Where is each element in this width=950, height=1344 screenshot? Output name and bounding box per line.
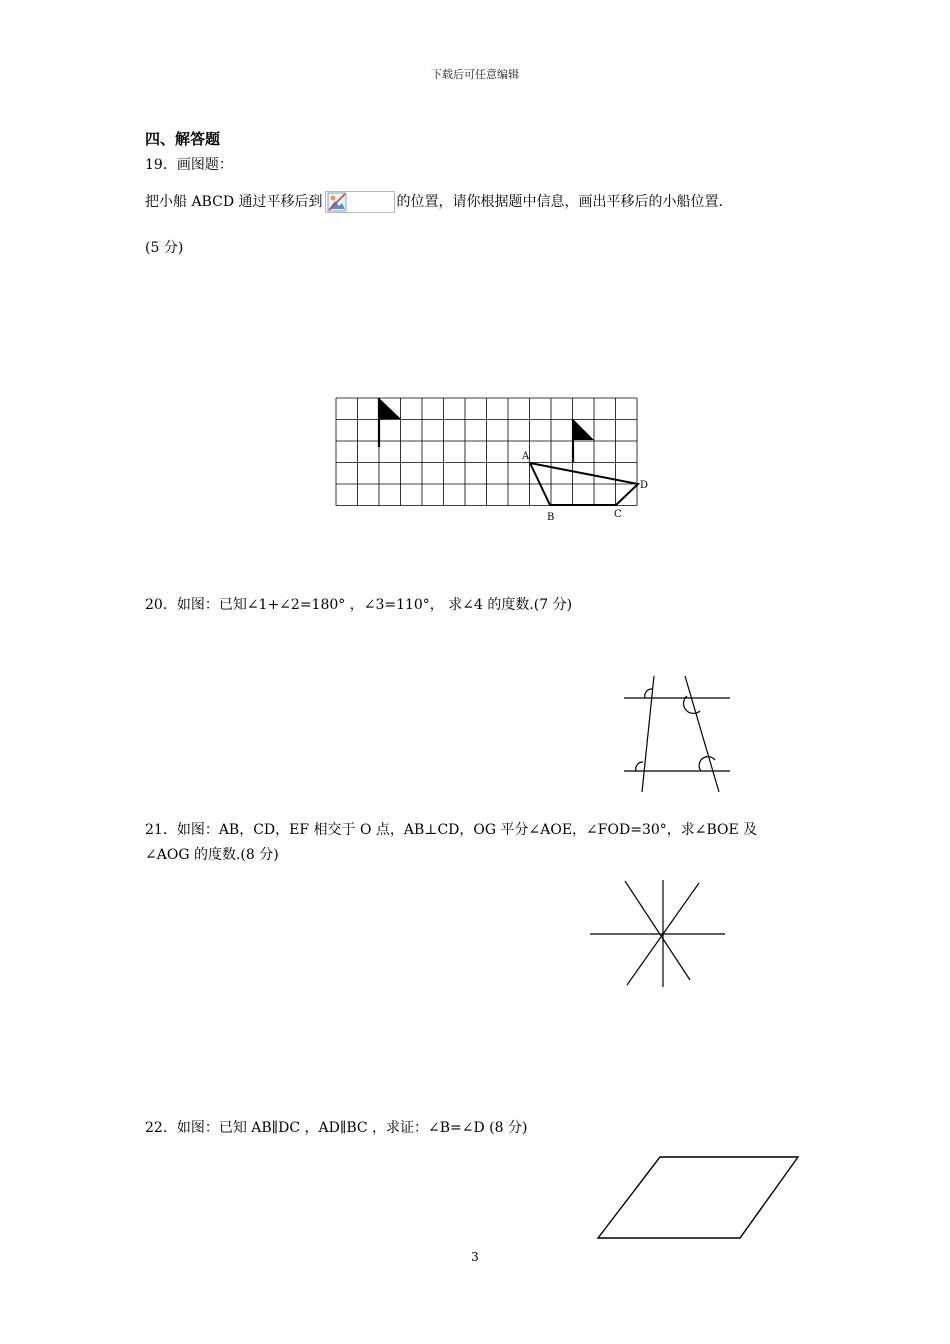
- q21-line1: 21．如图：AB，CD，EF 相交于 O 点，AB⊥CD，OG 平分∠AOE，∠FOD=30°，求∠BOE 及: [145, 822, 758, 838]
- angle-3-arc: [636, 762, 643, 771]
- line-og: [625, 881, 690, 980]
- page-header: 下载后可任意编辑: [431, 68, 519, 81]
- section-title: 四、解答题: [145, 130, 221, 148]
- q19-line: [145, 191, 733, 213]
- q19-text-after: 的位置，请你根据题中信息，画出平移后的小船位置．: [396, 194, 733, 210]
- transversal-right: [685, 676, 719, 792]
- q20-text: 20．如图：已知∠1+∠2=180° ，∠3=110°， 求∠4 的度数.(7 分): [145, 597, 573, 613]
- label-c: C: [614, 509, 622, 520]
- broken-image-placeholder: [325, 191, 395, 213]
- q19-score: (5 分): [145, 240, 184, 256]
- q22-text: 22．如图：已知 AB∥DC ，AD∥BC ，求证：∠B=∠D (8 分): [145, 1120, 528, 1136]
- q21-line2: ∠AOG 的度数.(8 分): [145, 847, 279, 863]
- parallelogram-abcd: [598, 1157, 798, 1238]
- page-number: 3: [471, 1250, 479, 1264]
- label-a: A: [522, 451, 530, 462]
- transversal-left: [642, 676, 654, 792]
- flag-1: [379, 398, 401, 447]
- q19-title: 19．画图题：: [145, 157, 233, 173]
- label-b: B: [547, 512, 555, 523]
- q22-figure: [590, 1150, 805, 1245]
- label-d: D: [640, 480, 649, 491]
- q19-grid-figure: [330, 392, 650, 527]
- flag-2: [573, 419, 594, 462]
- q21-figure: [585, 875, 730, 990]
- q20-figure: [615, 668, 740, 798]
- angle-1-arc: [645, 689, 652, 698]
- broken-image-icon: [327, 192, 347, 212]
- q19-text-before: 把小船 ABCD 通过平移后到: [145, 194, 323, 210]
